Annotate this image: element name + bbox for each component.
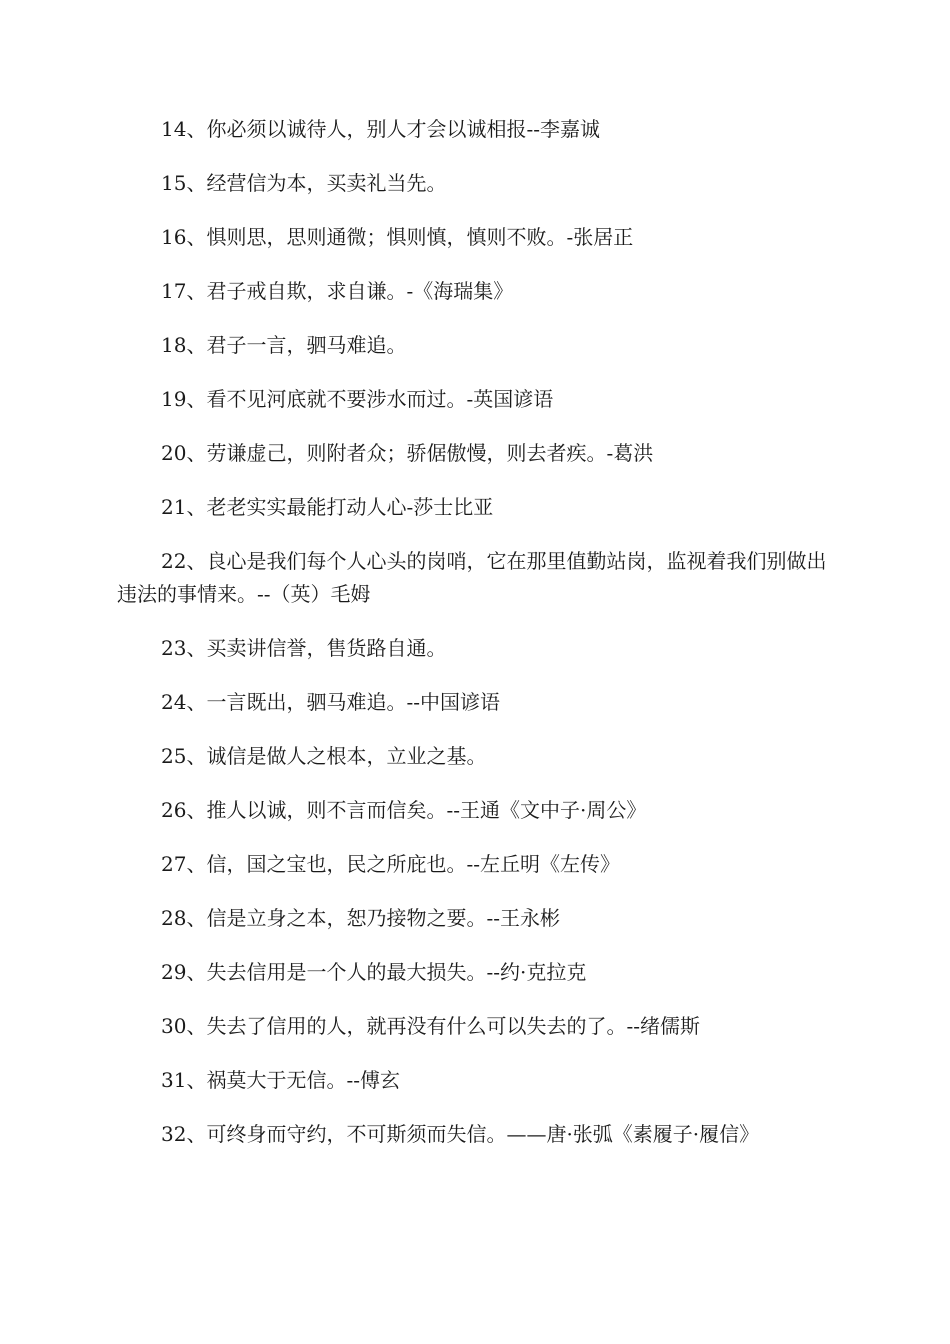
- quote-paragraph-28: 28、信是立身之本，恕乃接物之要。--王永彬: [161, 906, 560, 930]
- quote-paragraph-27: 27、信，国之宝也，民之所庇也。--左丘明《左传》: [161, 852, 620, 876]
- quote-paragraph-18: 18、君子一言，驷马难追。: [161, 333, 407, 357]
- quote-paragraph-31: 31、祸莫大于无信。--傅玄: [161, 1068, 400, 1092]
- quote-paragraph-29: 29、失去信用是一个人的最大损失。--约·克拉克: [161, 960, 587, 984]
- quote-paragraph-23: 23、买卖讲信誉，售货路自通。: [161, 636, 447, 660]
- quote-paragraph-17: 17、君子戒自欺，求自谦。-《海瑞集》: [161, 279, 514, 303]
- quote-paragraph-26: 26、推人以诚，则不言而信矣。--王通《文中子·周公》: [161, 798, 647, 822]
- document-body: [117, 113, 835, 1172]
- quote-paragraph-30: 30、失去了信用的人，就再没有什么可以失去的了。--绪儒斯: [161, 1014, 700, 1038]
- quote-paragraph-19: 19、看不见河底就不要涉水而过。-英国谚语: [161, 387, 554, 411]
- quote-paragraph-14: 14、你必须以诚待人，别人才会以诚相报--李嘉诚: [161, 117, 600, 141]
- quote-paragraph-16: 16、惧则思，思则通微；惧则慎，慎则不败。-张居正: [161, 225, 634, 249]
- quote-paragraph-22: 22、良心是我们每个人心头的岗哨，它在那里值勤站岗，监视着我们别做出违法的事情来。--（英）毛姆: [117, 549, 827, 606]
- quote-paragraph-25: 25、诚信是做人之根本，立业之基。: [161, 744, 487, 768]
- quote-paragraph-32: 32、可终身而守约，不可斯须而失信。——唐·张弧《素履子·履信》: [161, 1122, 760, 1146]
- quote-paragraph-20: 20、劳谦虚己，则附者众；骄倨傲慢，则去者疾。-葛洪: [161, 441, 654, 465]
- quote-paragraph-21: 21、老老实实最能打动人心-莎士比亚: [161, 495, 494, 519]
- quote-paragraph-15: 15、经营信为本，买卖礼当先。: [161, 171, 447, 195]
- quote-paragraph-24: 24、一言既出，驷马难追。--中国谚语: [161, 690, 500, 714]
